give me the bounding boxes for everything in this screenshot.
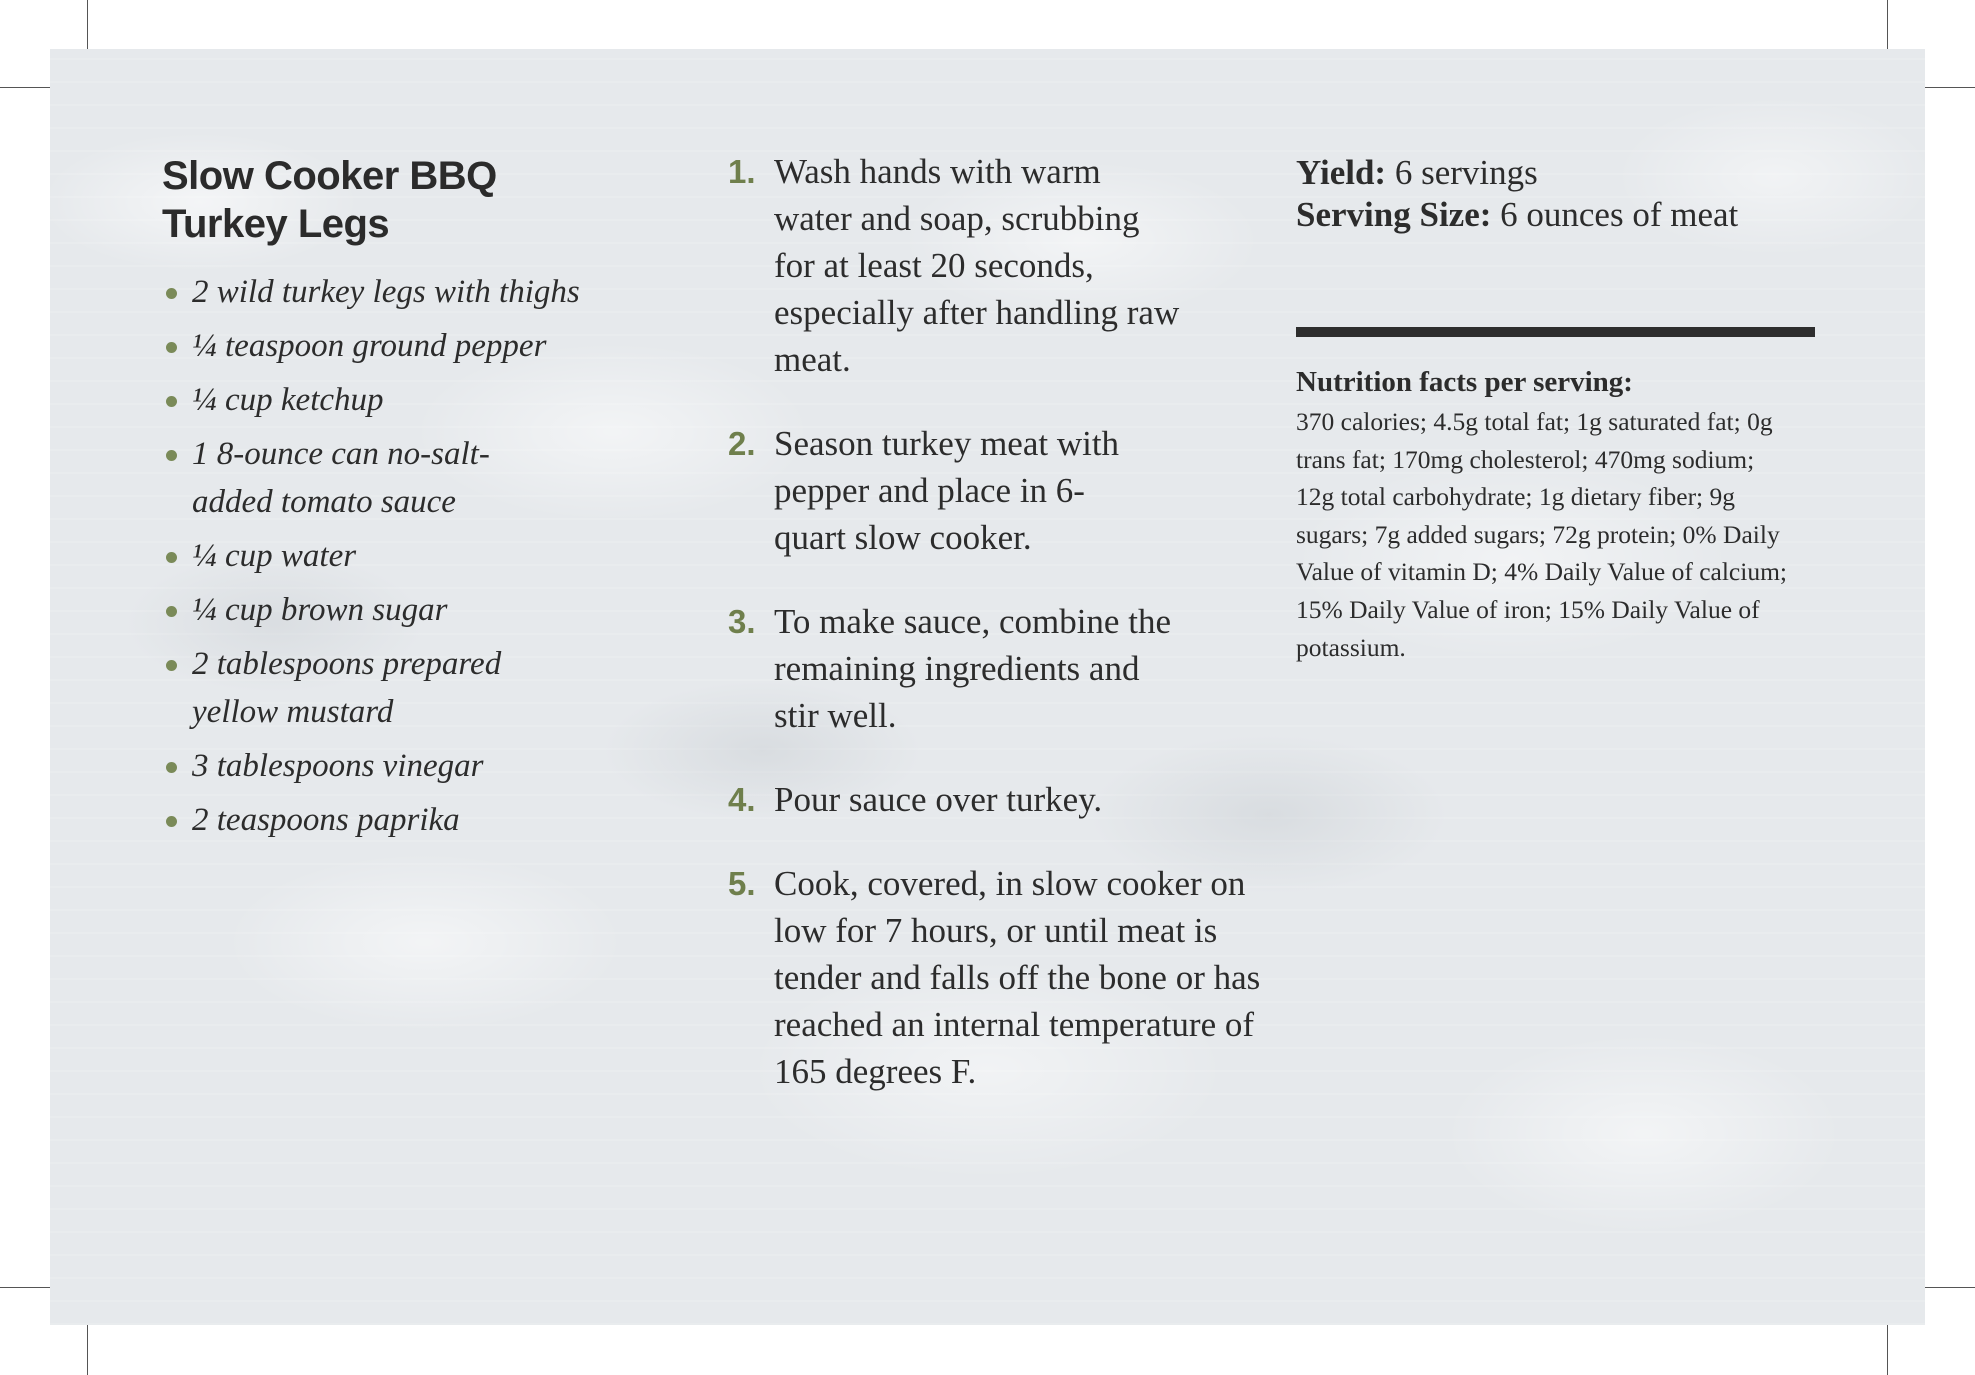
ingredient-item: ¼ cup water bbox=[162, 532, 612, 580]
ingredient-item: 2 wild turkey legs with thighs bbox=[162, 268, 612, 316]
ingredient-item: 2 teaspoons paprika bbox=[162, 796, 612, 844]
ingredient-item: ¼ cup ketchup bbox=[162, 376, 612, 424]
instruction-list bbox=[728, 148, 1261, 1132]
bullet-icon bbox=[166, 288, 177, 299]
ingredient-item: 1 8-ounce can no-salt-added tomato sauce bbox=[162, 430, 512, 526]
bullet-icon bbox=[166, 660, 177, 671]
serving-size-value: 6 ounces of meat bbox=[1491, 195, 1739, 234]
nutrition-heading: Nutrition facts per serving: bbox=[1296, 366, 1633, 398]
bullet-icon bbox=[166, 606, 177, 617]
recipe-title bbox=[162, 152, 602, 248]
step-text: Season turkey meat with pepper and place in 6-quart slow cooker. bbox=[774, 424, 1120, 557]
bullet-icon bbox=[166, 762, 177, 773]
instruction-step bbox=[728, 776, 1224, 823]
instruction-step bbox=[728, 420, 1144, 561]
step-number: 1. bbox=[728, 153, 756, 190]
instruction-step bbox=[728, 148, 1184, 383]
bullet-icon bbox=[166, 552, 177, 563]
ingredient-item: 2 tablespoons prepared yellow mustard bbox=[162, 640, 522, 736]
bullet-icon bbox=[166, 396, 177, 407]
ingredient-item: ¼ cup brown sugar bbox=[162, 586, 612, 634]
instruction-step bbox=[728, 860, 1274, 1095]
serving-size-label: Serving Size: bbox=[1296, 195, 1492, 234]
bullet-icon bbox=[166, 816, 177, 827]
instruction-step bbox=[728, 598, 1174, 739]
yield-line bbox=[1296, 152, 1836, 194]
serving-size-line bbox=[1296, 194, 1836, 236]
section-divider bbox=[1296, 327, 1815, 337]
step-number: 2. bbox=[728, 425, 756, 462]
yield-info bbox=[1296, 152, 1836, 236]
recipe-title-line1: Slow Cooker BBQ bbox=[162, 154, 497, 198]
step-number: 4. bbox=[728, 781, 756, 818]
step-number: 3. bbox=[728, 603, 756, 640]
yield-value: 6 servings bbox=[1386, 153, 1538, 192]
recipe-title-line2: Turkey Legs bbox=[162, 202, 390, 246]
bullet-icon bbox=[166, 450, 177, 461]
ingredient-list bbox=[162, 268, 612, 850]
step-text: Cook, covered, in slow cooker on low for 7 hours, or until meat is tender and falls off the bone or has reached an internal temperature of 165 degrees F. bbox=[774, 864, 1261, 1091]
step-text: Pour sauce over turkey. bbox=[774, 780, 1103, 819]
step-text: Wash hands with warm water and soap, scrubbing for at least 20 seconds, especially after handling raw meat. bbox=[774, 152, 1180, 379]
step-number: 5. bbox=[728, 865, 756, 902]
yield-label: Yield: bbox=[1296, 153, 1387, 192]
bullet-icon bbox=[166, 342, 177, 353]
step-text: To make sauce, combine the remaining ingredients and stir well. bbox=[774, 602, 1171, 735]
ingredient-item: 3 tablespoons vinegar bbox=[162, 742, 612, 790]
nutrition-text: 370 calories; 4.5g total fat; 1g saturated fat; 0g trans fat; 170mg cholesterol; 470mg sodium; 12g total carbohydrate; 1g dietary fiber; 9g sugars; 7g added sugars; 72g protein; 0% Daily Value of vitamin D; 4% Daily Value of calcium; 15% Daily Value of iron; 15% Daily Value of potassium. bbox=[1296, 407, 1787, 662]
ingredient-item: ¼ teaspoon ground pepper bbox=[162, 322, 612, 370]
